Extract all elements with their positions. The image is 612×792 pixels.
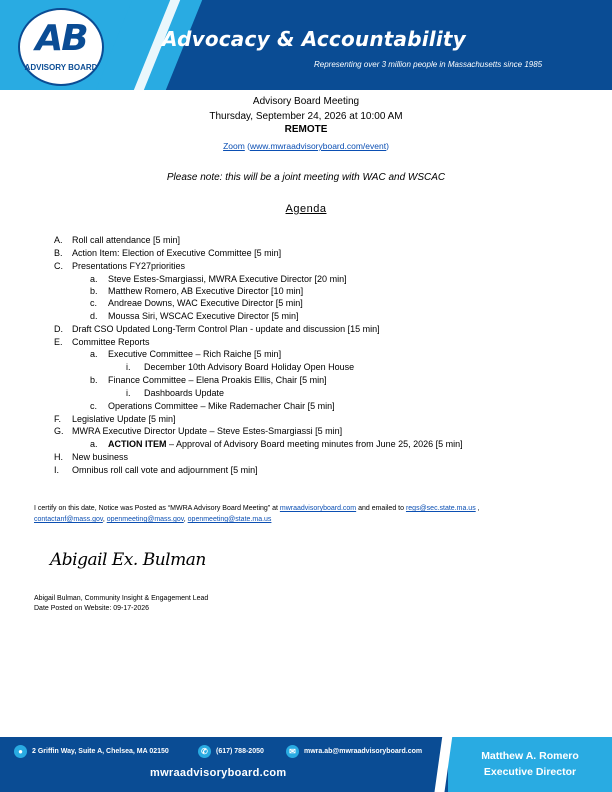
signer-block <box>34 594 208 614</box>
footer-website[interactable]: mwraadvisoryboard.com <box>150 767 287 779</box>
action-item-label: ACTION ITEM <box>108 439 167 449</box>
email-link-regs[interactable]: regs@sec.state.ma.us <box>405 505 476 512</box>
agenda-item: G. MWRA Executive Director Update – Steve Estes-Smargiassi [5 min] <box>54 426 343 436</box>
logo-letters: AB <box>35 18 87 59</box>
agenda-subitem: a. Steve Estes-Smargiassi, MWRA Executive Director [20 min] <box>90 274 347 284</box>
zoom-link[interactable]: Zoom <box>223 141 245 151</box>
phone-icon: ✆ <box>198 745 211 758</box>
footer-director-role: Executive Director <box>483 766 577 778</box>
footer-banner <box>0 737 612 792</box>
agenda-item: F. Legislative Update [5 min] <box>54 414 176 424</box>
date-posted: Date Posted on Website: 09-17-2026 <box>34 605 150 612</box>
agenda-subitem: a. ACTION ITEM – Approval of Advisory Board meeting minutes from June 25, 2026 [5 min] <box>90 439 463 449</box>
email-link-openmeeting-mass[interactable]: openmeeting@mass.gov <box>106 516 184 523</box>
agenda-subitem: b. Matthew Romero, AB Executive Director [10 min] <box>90 286 304 296</box>
agenda-subitem: a. Executive Committee – Rich Raiche [5 min] <box>90 349 282 359</box>
footer-email[interactable]: ✉ mwra.ab@mwraadvisoryboard.com <box>286 744 422 758</box>
agenda-subitem: b. Finance Committee – Elena Proakis Ellis, Chair [5 min] <box>90 375 327 385</box>
header-subtitle: Representing over 3 million people in Massachusetts since 1985 <box>314 60 543 69</box>
meeting-title: Advisory Board Meeting <box>252 96 360 107</box>
email-link-openmeeting-state[interactable]: openmeeting@state.ma.us <box>187 516 272 523</box>
footer-phone[interactable]: ✆ (617) 788-2050 <box>198 744 264 758</box>
logo-text: ADVISORY BOARD <box>24 63 98 72</box>
agenda-item: I. Omnibus roll call vote and adjournment [5 min] <box>54 465 258 475</box>
agenda-item: B. Action Item: Election of Executive Committee [5 min] <box>54 248 282 258</box>
footer-address: ● 2 Griffin Way, Suite A, Chelsea, MA 02150 <box>14 744 169 758</box>
meeting-mode: REMOTE <box>284 124 328 135</box>
signer-name-title: Abigail Bulman, Community Insight & Engagement Lead <box>34 595 209 602</box>
zoom-link-line[interactable]: Zoom (www.mwraadvisoryboard.com/event) <box>223 141 389 151</box>
agenda-subitem: c. Andreae Downs, WAC Executive Director [5 min] <box>90 298 303 308</box>
agenda-subitem: d. Moussa Siri, WSCAC Executive Director [5 min] <box>90 311 299 321</box>
footer-director-name: Matthew A. Romero <box>481 750 579 762</box>
location-pin-icon: ● <box>14 745 27 758</box>
website-link[interactable]: mwraadvisoryboard.com <box>279 505 357 512</box>
zoom-url[interactable]: www.mwraadvisoryboard.com/event <box>250 141 387 151</box>
header-title: Advocacy & Accountability <box>162 27 466 51</box>
agenda-subsubitem: i. December 10th Advisory Board Holiday Open House <box>126 362 355 372</box>
agenda-heading: Agenda <box>285 203 327 215</box>
advisory-board-logo <box>18 8 104 86</box>
agenda-item: C. Presentations FY27priorities <box>54 261 186 271</box>
meeting-date: Thursday, September 24, 2026 at 10:00 AM <box>209 111 403 122</box>
handwritten-signature: Abigail Ex. Bulman <box>50 550 206 570</box>
email-link-contactanf[interactable]: contactanf@mass.gov <box>34 516 103 523</box>
agenda-item: H. New business <box>54 452 129 462</box>
header-banner <box>0 0 612 90</box>
agenda-subsubitem: i. Dashboards Update <box>126 388 225 398</box>
agenda-item: A. Roll call attendance [5 min] <box>54 235 181 245</box>
agenda-item: E. Committee Reports <box>54 337 150 347</box>
envelope-icon: ✉ <box>286 745 299 758</box>
agenda-subitem: c. Operations Committee – Mike Rademacher Chair [5 min] <box>90 401 335 411</box>
joint-meeting-note: Please note: this will be a joint meeting with WAC and WSCAC <box>166 172 446 183</box>
agenda-item: D. Draft CSO Updated Long-Term Control Plan - update and discussion [15 min] <box>54 324 380 334</box>
posting-certification: I certify on this date, Notice was Posted as “MWRA Advisory Board Meeting” at mwraadvisoryboard.com and emailed to regs@sec.state.ma.us , contactanf@mass.gov, openmeeting@mass.gov, openmeeting@state.ma.us <box>34 505 480 523</box>
